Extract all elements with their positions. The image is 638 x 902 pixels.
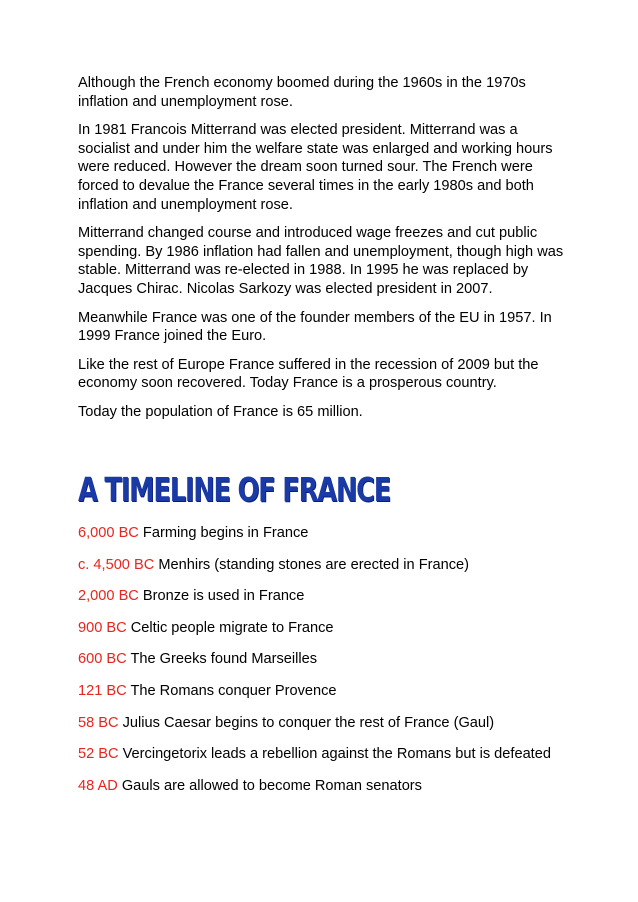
timeline-date: 58 BC: [78, 714, 119, 731]
paragraph-population: [78, 403, 578, 422]
text-line: stable. Mitterrand was re-elected in 1988. In 1995 he was replaced by: [78, 262, 529, 279]
text-line: Today the population of France is 65 million.: [78, 403, 363, 420]
timeline-item: [78, 524, 578, 556]
text-line: Meanwhile France was one of the founder members of the EU in 1957. In: [78, 309, 552, 326]
timeline-date: c. 4,500 BC: [78, 556, 155, 573]
timeline-date: 900 BC: [78, 619, 127, 636]
timeline-event: Menhirs (standing stones are erected in France): [158, 556, 470, 573]
text-line: forced to devalue the France several times in the early 1980s and both: [78, 177, 534, 194]
timeline-event: Celtic people migrate to France: [130, 619, 334, 636]
timeline-item: [78, 777, 578, 809]
paragraph-economy-1970s: [78, 74, 578, 111]
timeline-event: Julius Caesar begins to conquer the rest of France (Gaul): [122, 714, 495, 731]
timeline-event: Bronze is used in France: [142, 588, 305, 605]
timeline-item: [78, 619, 578, 651]
timeline-event: Vercingetorix leads a rebellion against the Romans but is defeated: [122, 746, 551, 763]
text-line: economy soon recovered. Today France is a prosperous country.: [78, 375, 497, 392]
text-line: were reduced. However the dream soon turned sour. The French were: [78, 159, 533, 176]
text-line: Like the rest of Europe France suffered in the recession of 2009 but the: [78, 356, 539, 373]
timeline-date: 52 BC: [78, 746, 119, 763]
text-line: Although the French economy boomed during the 1960s in the 1970s: [78, 75, 526, 91]
paragraph-recession-2009: [78, 356, 578, 393]
text-line: In 1981 Francois Mitterrand was elected president. Mitterrand was a: [78, 122, 518, 139]
text-line: inflation and unemployment rose.: [78, 93, 293, 110]
timeline-event: The Romans conquer Provence: [130, 682, 337, 699]
timeline-date: 6,000 BC: [78, 525, 139, 541]
text-line: Mitterrand changed course and introduced wage freezes and cut public: [78, 225, 538, 242]
timeline-event: Gauls are allowed to become Roman senators: [121, 777, 422, 794]
timeline-item: [78, 745, 578, 777]
paragraph-mitterrand-1981: [78, 121, 578, 214]
text-line: inflation and unemployment rose.: [78, 196, 293, 213]
timeline-heading: A TIMELINE OF FRANCE: [78, 470, 391, 509]
timeline-date: 48 AD: [78, 777, 118, 794]
timeline-list: [78, 524, 578, 808]
paragraph-eu-euro: [78, 309, 578, 346]
timeline-date: 121 BC: [78, 682, 127, 699]
timeline-date: 600 BC: [78, 651, 127, 668]
document-body: [78, 74, 578, 432]
timeline-event: Farming begins in France: [142, 525, 309, 541]
text-line: 1999 France joined the Euro.: [78, 328, 267, 345]
text-line: spending. By 1986 inflation had fallen and unemployment, though high was: [78, 243, 564, 260]
paragraph-wage-freezes: [78, 224, 578, 298]
timeline-item: [78, 556, 578, 588]
timeline-item: [78, 682, 578, 714]
timeline-date: 2,000 BC: [78, 588, 139, 605]
timeline-item: [78, 714, 578, 746]
text-line: socialist and under him the welfare state was enlarged and working hours: [78, 140, 553, 157]
timeline-item: [78, 650, 578, 682]
timeline-event: The Greeks found Marseilles: [130, 651, 318, 668]
timeline-item: [78, 587, 578, 619]
text-line: Jacques Chirac. Nicolas Sarkozy was elected president in 2007.: [78, 280, 493, 297]
